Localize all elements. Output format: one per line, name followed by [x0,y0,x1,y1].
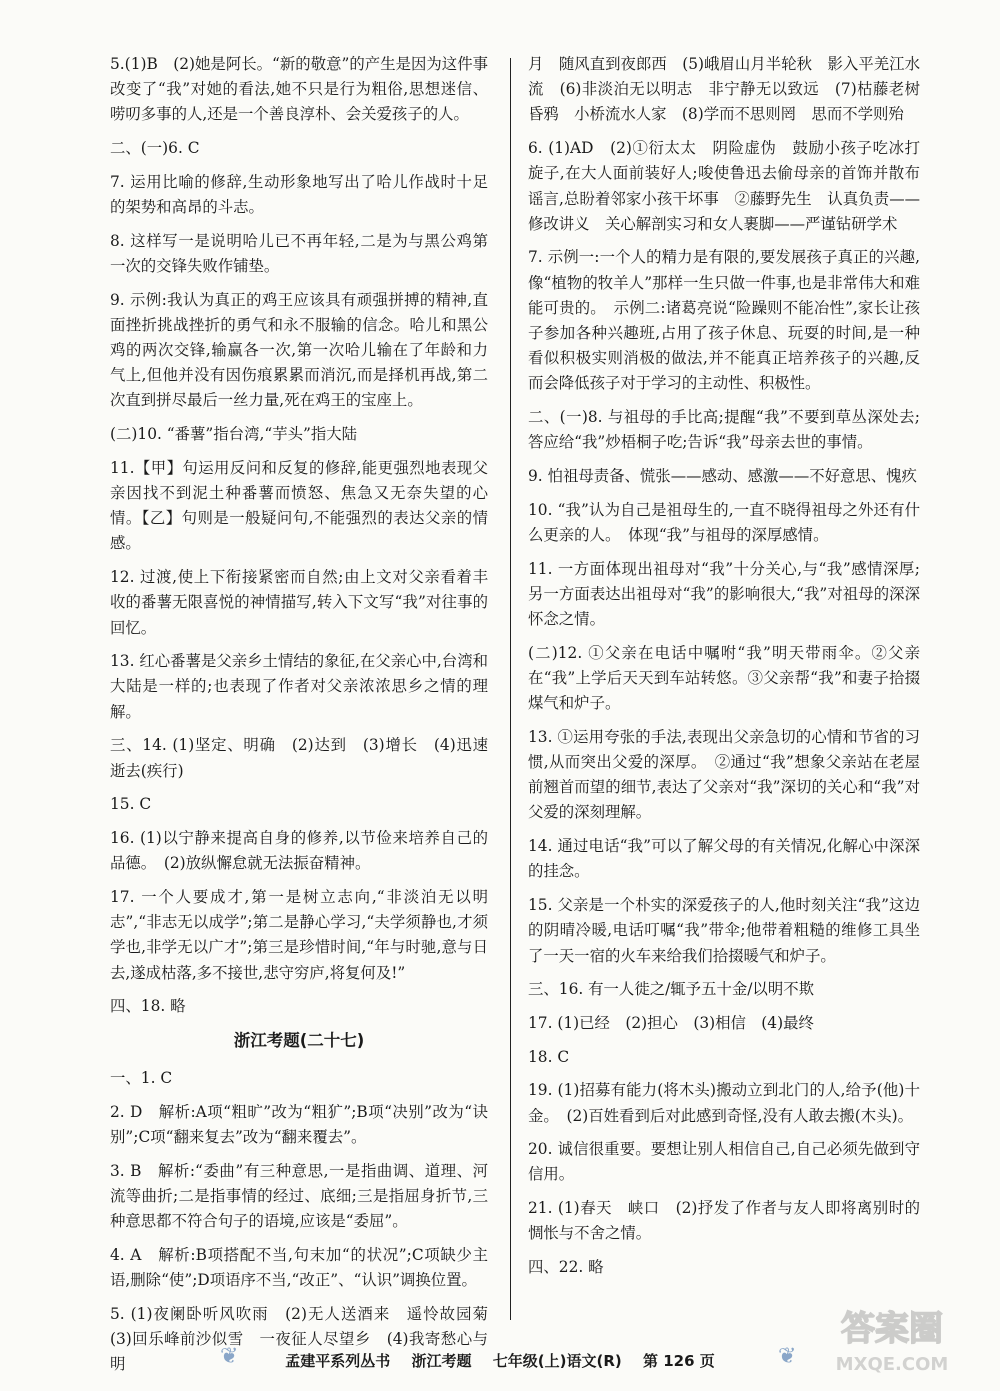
answer-paragraph: 四、22. 略 [528,1258,604,1277]
answer-paragraph: 15. 父亲是一个朴实的深爱孩子的人,他时刻关注“我”这边的阴晴冷暖,电话叮嘱“我”带伞;他带着粗糙的维修工具坐了一天一宿的火车来给我们拾掇暖气和炉子。 [528,896,920,965]
footer-grade: 七年级(上)语文(R) [492,1352,622,1370]
answer-paragraph: 5.(1)B (2)她是阿长。“新的敬意”的产生是因为这件事改变了“我”对她的看法,她不只是行为粗俗,思想迷信、唠叨多事的人,还是一个善良淳朴、会关爱孩子的人。 [110,55,488,124]
section-title: 浙江考题(二十七) [233,1030,365,1050]
answer-paragraph: (二)10. “番薯”指台湾,“芋头”指大陆 [110,425,358,444]
answer-paragraph: 9. 示例:我认为真正的鸡王应该具有顽强拼搏的精神,直面挫折挑战挫折的勇气和永不服输的信念。哈儿和黑公鸡的两次交锋,输赢各一次,第一次哈儿输在了年龄和力气上,但他并没有因伤痕累累而消沉,而是择机再战,第二次直到拼尽最后一丝力量,死在鸡王的宝座上。 [110,290,488,410]
answer-paragraph: 14. 通过电话“我”可以了解父母的有关情况,化解心中深深的挂念。 [528,837,920,881]
answer-paragraph: 17. 一个人要成才,第一是树立志向,“非淡泊无以明志”,“非志无以成学”;第二是静心学习,“夫学须静也,才须学也,非学无以广才”;第三是珍惜时间,“年与时驰,意与日去,遂成枯落,多不接世,悲守穷庐,将复何及!” [110,887,488,982]
answer-paragraph: 13. ①运用夸张的手法,表现出父亲急切的心情和节省的习惯,从而突出父爱的深厚。 ②通过“我”想象父亲站在老屋前翘首而望的细节,表达了父亲对“我”深切的关心和“我”对父爱的深刻理解。 [528,727,920,822]
answer-paragraph: 二、(一)8. 与祖母的手比高;提醒“我”不要到草丛深处去;答应给“我”炒梧桐子吃;告诉“我”母亲去世的事情。 [528,408,920,452]
right-flourish-icon: ❦ [778,1344,797,1369]
footer-page-number: 第 126 页 [642,1352,715,1370]
footer-book: 浙江考题 [411,1352,472,1370]
watermark-url: MXQE.COM [835,1354,949,1375]
watermark-text: 答案圈 [841,1309,943,1349]
answer-paragraph: 4. A 解析:B项搭配不当,句末加“的状况”;C项缺少主语,删除“使”;D项语序不当,“改正”、“认识”调换位置。 [110,1245,488,1289]
answer-paragraph: 21. (1)春天 峡口 (2)抒发了作者与友人即将离别时的惆怅与不舍之情。 [528,1199,920,1243]
answer-paragraph: 16. (1)以宁静来提高自身的修养,以节俭来培养自己的品德。 (2)放纵懈怠就无法振奋精神。 [110,828,488,873]
answer-paragraph: (二)12. ①父亲在电话中嘱咐“我”明天带雨伞。②父亲在“我”上学后天天到车站转悠。③父亲帮“我”和妻子拾掇煤气和炉子。 [528,643,920,713]
left-column [110,52,504,1386]
answer-paragraph: 二、(一)6. C [110,139,200,158]
answer-paragraph: 5. (1)夜阑卧听风吹雨 (2)无人送酒来 遥怜故园菊 (3)回乐峰前沙似雪 一夜征人尽望乡 (4)我寄愁心与明 [110,1304,504,1373]
answer-paragraph: 一、1. C [110,1068,173,1087]
answer-paragraph: 6. (1)AD (2)①衍太太 阴险虚伪 鼓励小孩子吃冰打旋子,在大人面前装好人;唆使鲁迅去偷母亲的首饰并散布谣言,总盼着邻家小孩干坏事 ②藤野先生 认真负责——修改讲义 关心解剖实习和女人裹脚——严谨钻研学术 [528,139,920,233]
answer-paragraph: 7. 运用比喻的修辞,生动形象地写出了哈儿作战时十足的架势和高昂的斗志。 [110,172,488,217]
answer-paragraph: 7. 示例一:一个人的精力是有限的,要发展孩子真正的兴趣,像“植物的牧羊人”那样一生只做一件事,也是非常伟大和难能可贵的。 示例二:诸葛亮说“险躁则不能冶性”,家长让孩子参加各种兴趣班,占用了孩子休息、玩耍的时间,是一种看似积极实则消极的做法,并不能真正培养孩子的兴趣,反而会降低孩子对于学习的主动性、积极性。 [528,248,920,393]
column-divider [510,58,511,1320]
right-column [528,52,920,1289]
answer-paragraph: 9. 怕祖母责备、慌张——感动、感激——不好意思、愧疚 [528,467,917,486]
answer-paragraph: 3. B 解析:“委曲”有三种意思,一是指曲调、道理、河流等曲折;二是指事情的经过、底细;三是指屈身折节,三种意思都不符合句子的语境,应该是“委屈”。 [110,1161,488,1230]
answer-paragraph: 月 随风直到夜郎西 (5)峨眉山月半轮秋 影入平羌江水流 (6)非淡泊无以明志 非宁静无以致远 (7)枯藤老树昏鸦 小桥流水人家 (8)学而不思则罔 思而不学则殆 [528,55,920,124]
answer-paragraph: 11.【甲】句运用反问和反复的修辞,能更强烈地表现父亲因找不到泥土种番薯而愤怒、焦急又无奈失望的心情。【乙】句则是一般疑问句,不能强烈的表达父亲的情感。 [110,458,488,553]
answer-paragraph: 17. (1)已经 (2)担心 (3)相信 (4)最终 [528,1013,814,1032]
answer-paragraph: 19. (1)招募有能力(将木头)搬动立到北门的人,给予(他)十金。 (2)百姓看到后对此感到奇怪,没有人敢去搬(木头)。 [528,1081,920,1125]
answer-paragraph: 三、14. (1)坚定、明确 (2)达到 (3)增长 (4)迅速逝去(疾行) [110,736,488,780]
answer-paragraph: 11. 一方面体现出祖母对“我”十分关心,与“我”感情深厚;另一方面表达出祖母对“我”的影响很大,“我”对祖母的深深怀念之情。 [528,559,920,629]
answer-paragraph: 15. C [110,795,152,814]
answer-paragraph: 10. “我”认为自己是祖母生的,一直不晓得祖母之外还有什么更亲的人。 体现“我”与祖母的深厚感情。 [528,500,920,544]
answer-paragraph: 8. 这样写一是说明哈儿已不再年轻,二是为与黑公鸡第一次的交锋失败作铺垫。 [110,231,488,275]
answer-paragraph: 20. 诚信很重要。要想让别人相信自己,自己必须先做到守信用。 [528,1140,920,1184]
footer-series: 孟建平系列丛书 [285,1352,391,1370]
answer-paragraph: 2. D 解析:A项“粗旷”改为“粗犷”;B项“决别”改为“诀别”;C项“翻来复去”改为“翻来覆去”。 [110,1102,488,1146]
answer-paragraph: 四、18. 略 [110,997,186,1016]
answer-paragraph: 12. 过渡,使上下衔接紧密而自然;由上文对父亲看着丰收的番薯无限喜悦的神情描写,转入下文写“我”对往事的回忆。 [110,568,488,637]
answer-paragraph: 三、16. 有一人徙之/辄予五十金/以明不欺 [528,980,814,999]
answer-paragraph: 18. C [528,1047,570,1066]
answer-paragraph: 13. 红心番薯是父亲乡土情结的象征,在父亲心中,台湾和大陆是一样的;也表现了作者对父亲浓浓思乡之情的理解。 [110,652,488,721]
left-flourish-icon: ❦ [220,1344,239,1369]
watermark-logo [802,1300,982,1380]
